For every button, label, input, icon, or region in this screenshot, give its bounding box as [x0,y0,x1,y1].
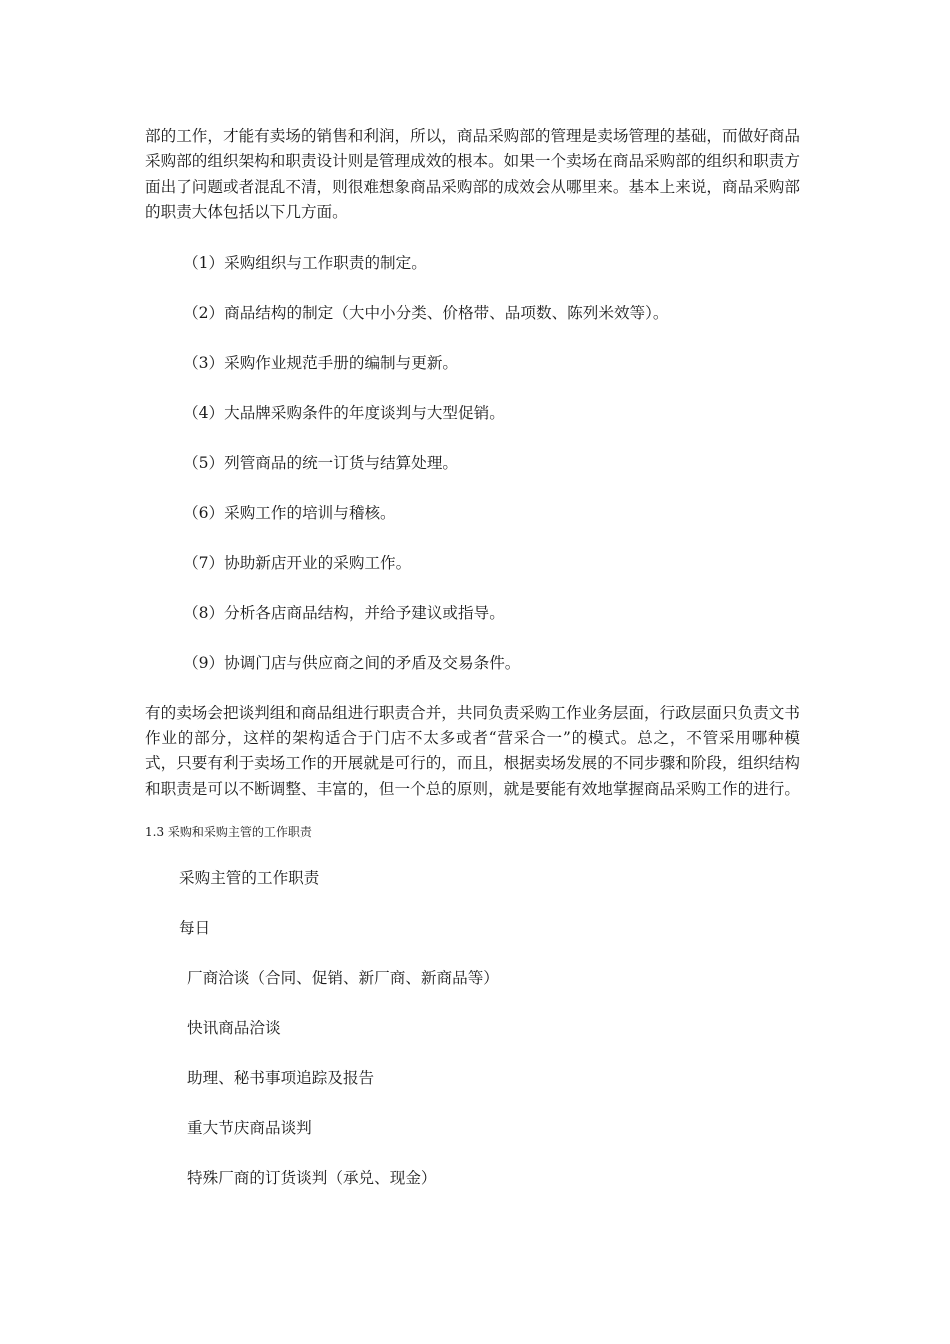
daily-task-5: 特殊厂商的订货谈判（承兑、现金） [187,1169,437,1188]
daily-label: 每日 [179,919,211,938]
duty-item-9: （9）协调门店与供应商之间的矛盾及交易条件。 [183,653,521,672]
daily-task-1: 厂商洽谈（合同、促销、新厂商、新商品等） [187,969,499,988]
duty-item-2: （2）商品结构的制定（大中小分类、价格带、品项数、陈列米效等）。 [183,303,669,322]
daily-task-4: 重大节庆商品谈判 [187,1119,312,1138]
duty-item-1: （1）采购组织与工作职责的制定。 [183,253,427,272]
duty-item-6: （6）采购工作的培训与稽核。 [183,503,396,522]
section-heading: 1.3 采购和采购主管的工作职责 [145,825,312,840]
supervisor-title: 采购主管的工作职责 [179,869,320,888]
duty-item-8: （8）分析各店商品结构，并给予建议或指导。 [183,603,505,622]
duty-item-3: （3）采购作业规范手册的编制与更新。 [183,353,459,372]
duty-item-4: （4）大品牌采购条件的年度谈判与大型促销。 [183,403,505,422]
closing-paragraph: 有的卖场会把谈判组和商品组进行职责合并，共同负责采购工作业务层面，行政层面只负责文书作业的部分，这样的架构适合于门店不太多或者“营采合一”的模式。总之，不管采用哪种模式，只要有利于卖场工作的开展就是可行的，而且，根据卖场发展的不同步骤和阶段，组织结构和职责是可以不断调整、丰富的，但一个总的原则，就是要能有效地掌握商品采购工作的进行。 [145,703,800,798]
daily-task-2: 快讯商品洽谈 [187,1019,281,1038]
daily-task-3: 助理、秘书事项追踪及报告 [187,1069,375,1088]
duty-item-7: （7）协助新店开业的采购工作。 [183,553,412,572]
intro-paragraph: 部的工作，才能有卖场的销售和利润，所以，商品采购部的管理是卖场管理的基础，而做好商品采购部的组织架构和职责设计则是管理成效的根本。如果一个卖场在商品采购部的组织和职责方面出了问题或者混乱不清，则很难想象商品采购部的成效会从哪里来。基本上来说，商品采购部的职责大体包括以下几方面。 [145,127,800,222]
duty-item-5: （5）列管商品的统一订货与结算处理。 [183,453,459,472]
document-page [145,124,800,1191]
duties-list [145,251,800,676]
